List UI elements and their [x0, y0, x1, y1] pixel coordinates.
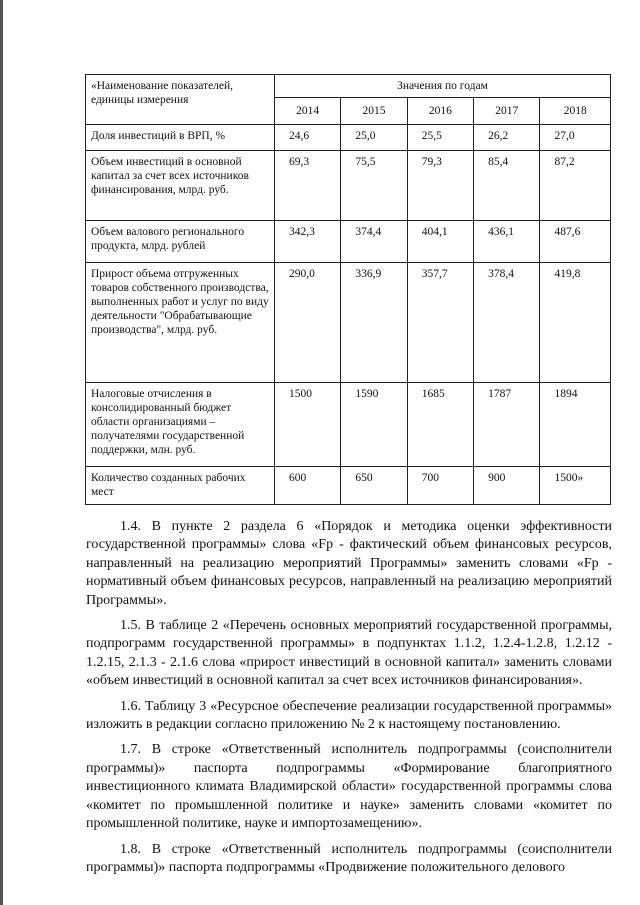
value-cell-2015: 1590 [341, 383, 407, 467]
value-cell-2018: 487,6 [540, 221, 611, 263]
value-cell-2018: 87,2 [540, 151, 611, 221]
indicators-table [85, 74, 611, 505]
year-2015: 2015 [341, 98, 407, 125]
table-row [86, 467, 611, 505]
value-cell-2014: 1500 [275, 383, 341, 467]
table-row [86, 151, 611, 221]
paragraph-1-6: 1.6. Таблицу 3 «Ресурсное обеспечение реализации государственной программы» изложить в редакции согласно приложению № 2 к настоящему постановлению. [86, 698, 612, 733]
table-row [86, 221, 611, 263]
value-cell-2015: 374,4 [341, 221, 407, 263]
value-cell-2017: 85,4 [474, 151, 540, 221]
indicator-name-cell: Прирост объема отгруженных товаров собственного производства, выполненных работ и услуг по виду деятельности "Обрабатывающие производства", млрд. руб. [86, 263, 275, 383]
year-2018: 2018 [540, 98, 611, 125]
value-cell-2014: 290,0 [275, 263, 341, 383]
paragraph-1-8: 1.8. В строке «Ответственный исполнитель подпрограммы (соисполнители программы)» паспорта подпрограммы «Продвижение положительного делового [86, 841, 612, 875]
value-cell-2014: 600 [275, 467, 341, 505]
value-cell-2018: 1894 [540, 383, 611, 467]
value-cell-2016: 357,7 [407, 263, 473, 383]
value-cell-2015: 75,5 [341, 151, 407, 221]
indicator-name-cell: Доля инвестиций в ВРП, % [86, 125, 275, 151]
indicator-name-cell: Налоговые отчисления в консолидированный бюджет области организациями – получателями государственной поддержки, млн. руб. [86, 383, 275, 467]
year-2017: 2017 [474, 98, 540, 125]
value-cell-2017: 26,2 [474, 125, 540, 151]
value-cell-2016: 79,3 [407, 151, 473, 221]
paragraph-1-4: 1.4. В пункте 2 раздела 6 «Порядок и методика оценки эффективности государственной программы» слова «Fp - фактический объем финансовых ресурсов, направленный на реализацию мероприятий Программы» заменить словами «Fp - нормативный объем финансовых ресурсов, направленный на реализацию мероприятий Программы». [86, 519, 612, 608]
header-indicator-name: «Наименование показателей, единицы измерения [86, 75, 275, 125]
page-edge-line [0, 0, 3, 905]
value-cell-2015: 25,0 [341, 125, 407, 151]
value-cell-2018: 1500» [540, 467, 611, 505]
table-row [86, 263, 611, 383]
value-cell-2018: 419,8 [540, 263, 611, 383]
amendments-text [86, 518, 612, 884]
value-cell-2016: 25,5 [407, 125, 473, 151]
table-header-row [86, 75, 611, 98]
table-row [86, 383, 611, 467]
value-cell-2014: 24,6 [275, 125, 341, 151]
value-cell-2015: 650 [341, 467, 407, 505]
value-cell-2017: 900 [474, 467, 540, 505]
paragraph-1-5: 1.5. В таблице 2 «Перечень основных мероприятий государственной программы, подпрограмм государственной программы» в подпунктах 1.1.2, 1.2.4-1.2.8, 1.2.12 - 1.2.15, 2.1.3 - 2.1.6 слова «прирост инвестиций в основной капитал» заменить словами «объем инвестиций в основной капитал за счет всех источников финансирования». [86, 618, 612, 689]
indicator-name-cell: Количество созданных рабочих мест [86, 467, 275, 505]
value-cell-2017: 436,1 [474, 221, 540, 263]
value-cell-2016: 1685 [407, 383, 473, 467]
value-cell-2014: 69,3 [275, 151, 341, 221]
header-values-by-year: Значения по годам [275, 75, 611, 98]
year-2016: 2016 [407, 98, 473, 125]
value-cell-2016: 700 [407, 467, 473, 505]
indicator-name-cell: Объем инвестиций в основной капитал за счет всех источников финансирования, млрд. руб. [86, 151, 275, 221]
value-cell-2014: 342,3 [275, 221, 341, 263]
value-cell-2017: 1787 [474, 383, 540, 467]
table-row [86, 125, 611, 151]
value-cell-2017: 378,4 [474, 263, 540, 383]
value-cell-2015: 336,9 [341, 263, 407, 383]
year-2014: 2014 [275, 98, 341, 125]
value-cell-2016: 404,1 [407, 221, 473, 263]
indicator-name-cell: Объем валового регионального продукта, млрд. рублей [86, 221, 275, 263]
paragraph-1-7: 1.7. В строке «Ответственный исполнитель подпрограммы (соисполнители программы)» паспорта подпрограммы «Формирование благоприятного инвестиционного климата Владимирской области» государственной программы слова «комитет по промышленной политике и науке» заменить словами «комитет по промышленной политике, науке и импортозамещению». [86, 742, 612, 832]
value-cell-2018: 27,0 [540, 125, 611, 151]
